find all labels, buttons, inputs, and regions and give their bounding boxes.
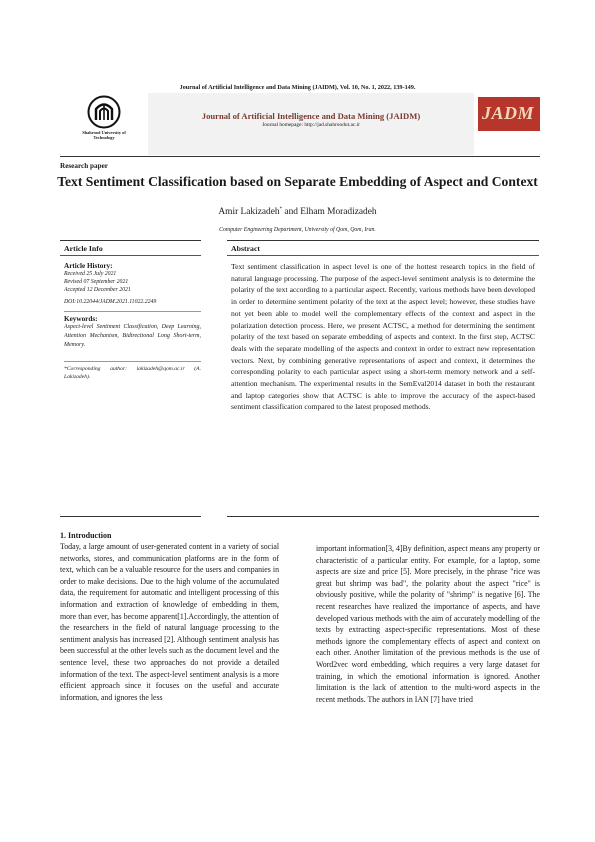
author-list [0,207,595,217]
keywords-heading: Keywords: [64,311,201,323]
corresponding-author: *Corresponding author: lakizadeh@qom.ac.ir (A. Lakizadeh). [64,361,201,381]
received-date: Received 25 July 2021 [64,271,117,277]
introduction-heading: 1. Introduction [60,531,112,540]
university-emblem-icon [87,95,121,129]
first-author: Amir Lakizadeh [218,207,280,217]
other-authors: and Elham Moradizadeh [282,207,377,217]
introduction-text-left: Today, a large amount of user-generated content in a variety of social networks, stores, and communication platforms are in the form of text, which can be a valuable resource for the users and companies in order to make decisions. Due to the high volume of the accumulated data, the requirement for automatic and intelligent processing of this information and extraction of knowledge of embedding in them, more than ever, has become apparent[1].Accordingly, the attention of the researchers in the field of natural language processing to the sentiment analysis has increased [2]. Although sentiment analysis has been successful at the other levels such as the document level and the sentence level, these two approaches do not provide a detailed information of the text. The aspect-level sentiment analysis is a more efficient approach since it focuses on the useful and accurate information, and ignores the less [60,542,279,702]
paper-type: Research paper [60,162,108,170]
masthead-divider [60,156,540,157]
article-info-divider [60,516,201,517]
history-heading: Article History: [64,262,113,270]
paper-title: Text Sentiment Classification based on Separate Embedding of Aspect and Context [57,174,538,189]
keywords: Aspect-level Sentiment Classification, Deep Learning, Attention Mechanism, Bidirectional Long Short-term, Memory. [64,324,201,348]
university-logo [60,93,148,155]
corresponding-mark: * [279,207,283,212]
abstract-divider [227,516,539,517]
doi: DOI:10.22044/JADM.2021.11022.2249 [64,299,157,305]
abstract-text: Text sentiment classification in aspect level is one of the hottest research topics in the field of natural language processing. The purpose of the aspect-level sentiment analysis is to determine the polarity of the text according to a particular aspect. Recently, various methods have been developed in order to determine sentiment polarity of the text at the aspect level; however, these studies have not yet been able to model well the complementary effects of the context and aspect in the polarization detection process. Here, we present ACTSC, a method for determining the sentiment polarity of the text based on separate embedding of aspects and context. In the first step, ACTSC deals with the separate modelling of the aspects and context in order to extract new representation vectors. Next, by combining generative representations of aspect and context, it determines the corresponding polarity to each particular aspect using a short-term memory network and a self-attention mechanism. The experimental results in the SemEval2014 dataset in both the restaurant and laptop categories show that ACTSC is able to improve the accuracy of the aspect-based sentiment classification compared to the latest proposed methods. [231,262,535,412]
body-column-left [60,531,279,703]
abstract [227,240,539,413]
journal-masthead [60,93,540,155]
introduction-text-right: important information[3, 4]By definition, aspect means any property or characteristic of a particular entity. For example, for a laptop, some aspects are size and price [5]. More precisely, in the phrase "rice was great but shrimp was bad", the polarity about the aspect "rice" is obviously positive, while the polarity of "shrimp" is negative [6]. The recent researches have realized the importance of aspects, and have developed various methods with the aim of accurately modelling of the texts by extracting aspect-specific representations. Most of these methods ignore the complementary effects of aspect and context on each other. Another limitation of the previous methods is the use of Word2vec word embedding, which requires a very large dataset for training, in which the emotional information is ignored. Another limitation is the lack of attention to the multi-word aspects in the recent methods. The authors in IAN [7] have tried [316,544,540,704]
article-info-heading: Article Info [60,240,201,256]
journal-logo-text: JADM [482,103,535,123]
running-head: Journal of Artificial Intelligence and Data Mining (JAIDM), Vol. 10, No. 1, 2022, 139-149. [179,84,416,91]
accepted-date: Accepted 12 December 2021 [64,287,131,293]
abstract-heading: Abstract [227,240,539,256]
journal-homepage: Journal homepage: http://jad.shahroodut.ac.ir [262,122,360,128]
affiliation: Computer Engineering Department, University of Qom, Qom, Iran. [219,227,376,233]
university-name: Shahrood University of Technology [82,130,126,140]
journal-title: Journal of Artificial Intelligence and Data Mining (JAIDM) [201,111,421,121]
revised-date: Revised 07 September 2021 [64,279,129,285]
journal-logo [478,97,540,131]
body-column-right [316,543,540,705]
article-info [60,240,201,381]
journal-banner [148,93,474,155]
